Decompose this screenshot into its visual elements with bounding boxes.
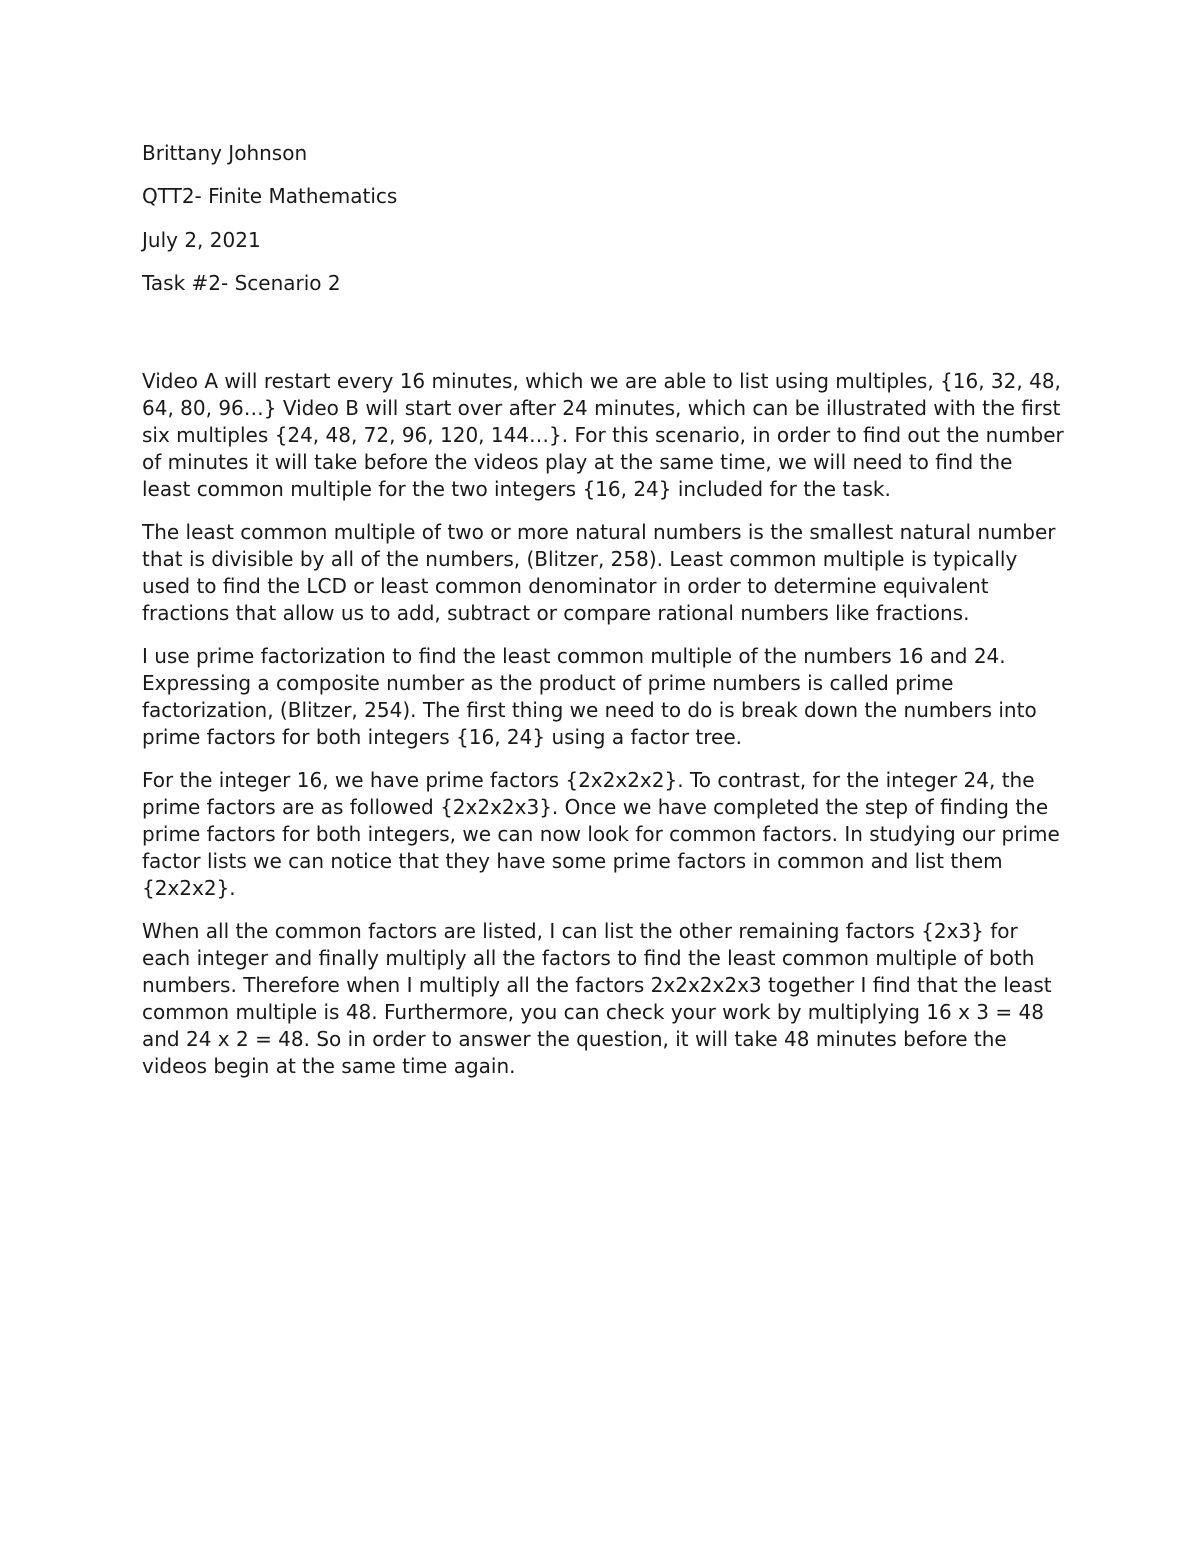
paragraph-video-multiples: Video A will restart every 16 minutes, which we are able to list using multiples, {16, 32, 48, 64, 80, 96…} Video B will start over after 24 minutes, which can be illustrated with the first six multiples {24, 48, 72, 96, 120, 144…}. For this scenario, in order to find out the number of minutes it will take before the videos play at the same time, we will need to find the least common multiple for the two integers {16, 24} included for the task. [142,369,1064,502]
task-title: Task #2- Scenario 2 [142,270,341,295]
document-body [142,138,1067,1096]
paragraph-lcm-definition: The least common multiple of two or more natural numbers is the smallest natural number that is divisible by all of the numbers, (Blitzer, 258). Least common multiple is typically used to find the LCD or least common denominator in order to determine equivalent fractions that allow us to add, subtract or compare rational numbers like fractions. [142,520,1056,626]
paragraph-conclusion: When all the common factors are listed, I can list the other remaining factors {2x3} for each integer and finally multiply all the factors to find the least common multiple of both numbers. Therefore when I multiply all the factors 2x2x2x2x3 together I find that the least common multiple is 48. Furthermore, you can check your work by multiplying 16 x 3 = 48 and 24 x 2 = 48. So in order to answer the question, it will take 48 minutes before the videos begin at the same time again. [142,919,1052,1079]
header-spacer [142,311,1067,368]
document-date: July 2, 2021 [142,227,261,252]
paragraph-prime-factors: For the integer 16, we have prime factors {2x2x2x2}. To contrast, for the integer 24, the prime factors are as followed {2x2x2x3}. Once we have completed the step of finding the prime factors for both integers, we can now look for common factors. In studying our prime factor lists we can notice that they have some prime factors in common and list them {2x2x2}. [142,768,1060,901]
course-title: QTT2- Finite Mathematics [142,184,398,209]
paragraph-prime-factorization: I use prime factorization to find the least common multiple of the numbers 16 and 24. Expressing a composite number as the product of prime numbers is called prime factorization, (Blitzer, 254). The first thing we need to do is break down the numbers into prime factors for both integers {16, 24} using a factor tree. [142,644,1037,750]
author-name: Brittany Johnson [142,141,308,165]
